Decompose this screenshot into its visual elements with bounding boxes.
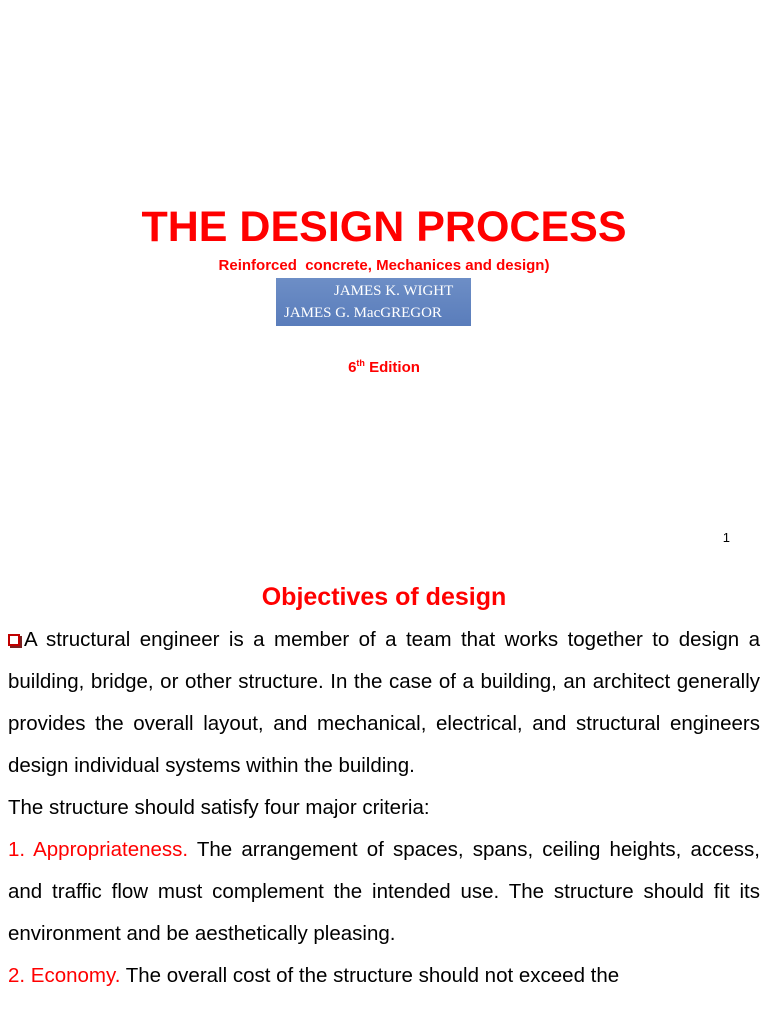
criteria-intro: The structure should satisfy four major criteria:: [8, 796, 430, 819]
slide-number: 1: [722, 530, 730, 545]
objectives-slide: [0, 575, 768, 1024]
edition-word: Edition: [369, 359, 420, 376]
criterion-text: The overall cost of the structure should not exceed the: [120, 964, 620, 987]
edition-number: 6: [348, 359, 357, 376]
author-banner-image: [276, 278, 471, 326]
criterion-item: [8, 955, 760, 997]
author-name: JAMES K. WIGHT: [334, 283, 454, 299]
section-heading: Objectives of design: [261, 583, 507, 611]
book-subtitle: Reinforced concrete, Mechanices and design): [218, 257, 550, 274]
edition-suffix: th: [356, 358, 365, 368]
square-bullet-icon: [8, 634, 20, 646]
criterion-item: [8, 829, 760, 955]
criterion-text: The arrangement of spaces, spans, ceiling heights, access, and traffic flow must complement the intended use. The structure should fit its environment and be aesthetically pleasing.: [8, 838, 760, 945]
criterion-label: 1. Appropriateness.: [8, 838, 189, 861]
criterion-label: 2. Economy.: [8, 964, 121, 987]
author-name: JAMES G. MacGREGOR: [284, 305, 442, 321]
edition-label: [0, 358, 768, 378]
presentation-title: THE DESIGN PROCESS: [141, 203, 627, 251]
body-text: [8, 619, 760, 997]
intro-paragraph: [8, 619, 760, 787]
intro-paragraph-text: A structural engineer is a member of a team that works together to design a building, bridge, or other structure. In the case of a building, an architect generally provides the overall layout, and mechanical, electrical, and structural engineers design individual systems within the building.: [8, 628, 760, 777]
